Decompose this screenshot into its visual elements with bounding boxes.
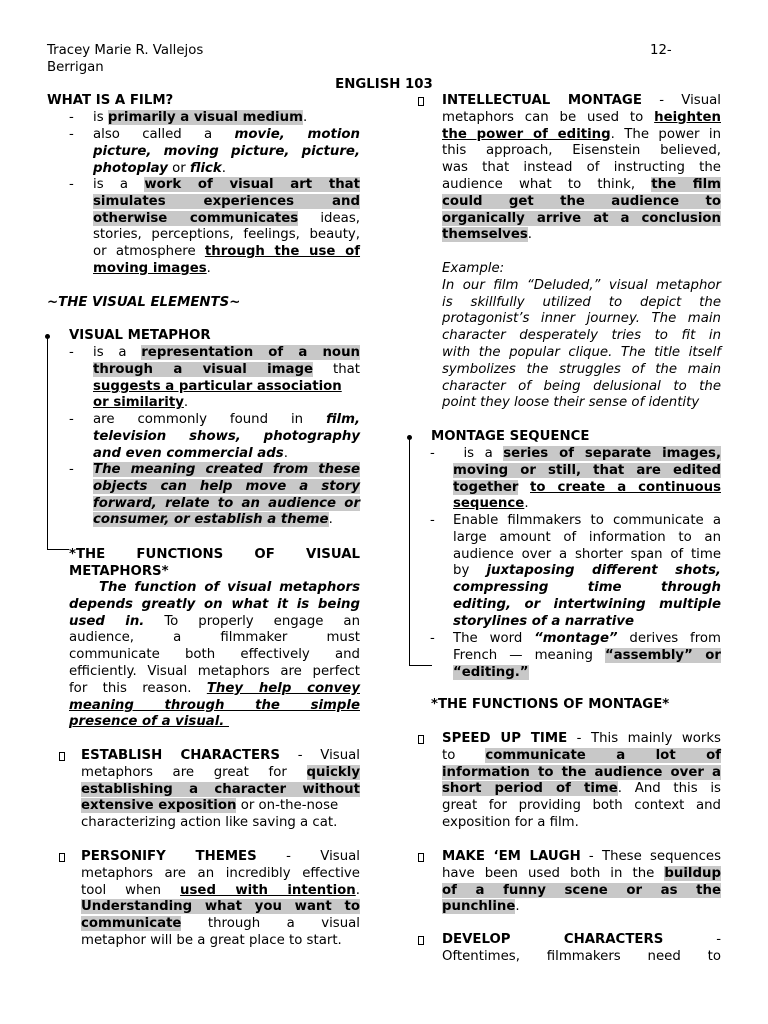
example-block: Example: In our film “Deluded,” visual metaphor is skillfully utilized to depict the protagonist’s inner journey. The main character desperately tries to fit in with the popular clique. The title itself symbolizes the struggles of the main character of being delusional to the point they loose their sense of identity — [442, 261, 721, 411]
section-label: 12- — [650, 43, 672, 58]
bullet-dash: - — [69, 110, 74, 125]
visual-metaphor-def-3: The meaning created from these objects can help move a story forward, relate to an audience or consumer, or establish a theme. — [93, 462, 360, 528]
bullet-dash: - — [430, 446, 435, 461]
author-line-2: Berrigan — [47, 59, 104, 75]
develop-characters: DEVELOP CHARACTERS - Oftentimes, filmmakers need to — [442, 932, 722, 964]
bullet-dash: - — [69, 462, 74, 477]
author-line-1: Tracey Marie R. Vallejos — [47, 43, 204, 58]
visual-elements-heading: ~THE VISUAL ELEMENTS~ — [47, 295, 241, 310]
film-definition-3: is a work of visual art that simulates experiences and otherwise communicates ideas, stories, perceptions, feelings, beauty, or atmosphere through the use of moving images. — [93, 177, 361, 276]
bracket-line — [409, 665, 432, 666]
speed-up-time: SPEED UP TIME - This mainly works to communicate a lot of information to the audience over a short period of time. And this is great for providing both context and exposition for a film. — [442, 731, 722, 830]
visual-metaphor-heading: VISUAL METAPHOR — [69, 328, 211, 343]
film-heading: WHAT IS A FILM? — [47, 93, 174, 108]
checkbox-bullet-icon — [59, 752, 65, 761]
intellectual-montage: INTELLECTUAL MONTAGE - Visual metaphors can be used to heighten the power of editing. The power in this approach, Eisenstein believed, was that instead of instructing the audience what to think, the film could get the audience to organically arrive at a conclusion themselves. — [442, 93, 722, 243]
montage-def-1: is a series of separate images, moving or still, that are edited together to create a continuous sequence. — [453, 446, 721, 512]
checkbox-bullet-icon — [418, 735, 424, 744]
bullet-dash: - — [69, 127, 74, 142]
bullet-dash: - — [69, 177, 74, 192]
functions-montage-heading: *THE FUNCTIONS OF MONTAGE* — [431, 697, 670, 712]
film-definition-1: is primarily a visual medium. — [93, 110, 308, 125]
checkbox-bullet-icon — [418, 97, 424, 106]
bullet-dash: - — [69, 345, 74, 360]
montage-def-2: Enable filmmakers to communicate a large amount of information to an audience over a shorter span of time by juxtaposing different shots, compressing time through editing, or intertwining multiple storylines of a narrative — [453, 513, 721, 629]
bracket-line — [47, 338, 48, 549]
make-em-laugh: MAKE ‘EM LAUGH - These sequences have been used both in the buildup of a funny scene or as the punchline. — [442, 849, 722, 915]
bracket-line — [409, 439, 410, 665]
bracket-line — [47, 549, 69, 550]
film-definition-2: also called a movie, motion picture, moving picture, picture, photoplay or flick. — [93, 127, 360, 176]
bullet-dash: - — [69, 412, 74, 427]
montage-sequence-heading: MONTAGE SEQUENCE — [431, 429, 590, 444]
functions-visual-metaphors-heading: *THE FUNCTIONS OF VISUAL METAPHORS* — [69, 547, 360, 579]
visual-metaphor-def-2: are commonly found in film, television shows, photography and even commercial ads. — [93, 412, 360, 461]
checkbox-bullet-icon — [418, 853, 424, 862]
personify-themes: PERSONIFY THEMES - Visual metaphors are an incredibly effective tool when used with intention. Understanding what you want to communicate through a visual metaphor will be a great place to start. — [81, 849, 360, 948]
checkbox-bullet-icon — [418, 936, 424, 945]
author-name — [47, 43, 203, 77]
bullet-dash: - — [430, 631, 435, 646]
checkbox-bullet-icon — [59, 853, 65, 862]
establish-characters: ESTABLISH CHARACTERS - Visual metaphors are great for quickly establishing a character without extensive exposition or on-the-nose characterizing action like saving a cat. — [81, 748, 360, 831]
course-title: ENGLISH 103 — [335, 77, 433, 92]
functions-visual-metaphors-text: The function of visual metaphors depends greatly on what it is being used in. To properly engage an audience, a filmmaker must communicate both effectively and efficiently. Visual metaphors are perfect for this reason. They help convey meaning through the simple presence of a visual. — [69, 580, 360, 730]
bullet-dash: - — [430, 513, 435, 528]
visual-metaphor-def-1: is a representation of a noun through a visual image that suggests a particular association or similarity. — [93, 345, 360, 411]
montage-def-3: The word “montage” derives from French — meaning “assembly” or “editing.” — [453, 631, 721, 680]
